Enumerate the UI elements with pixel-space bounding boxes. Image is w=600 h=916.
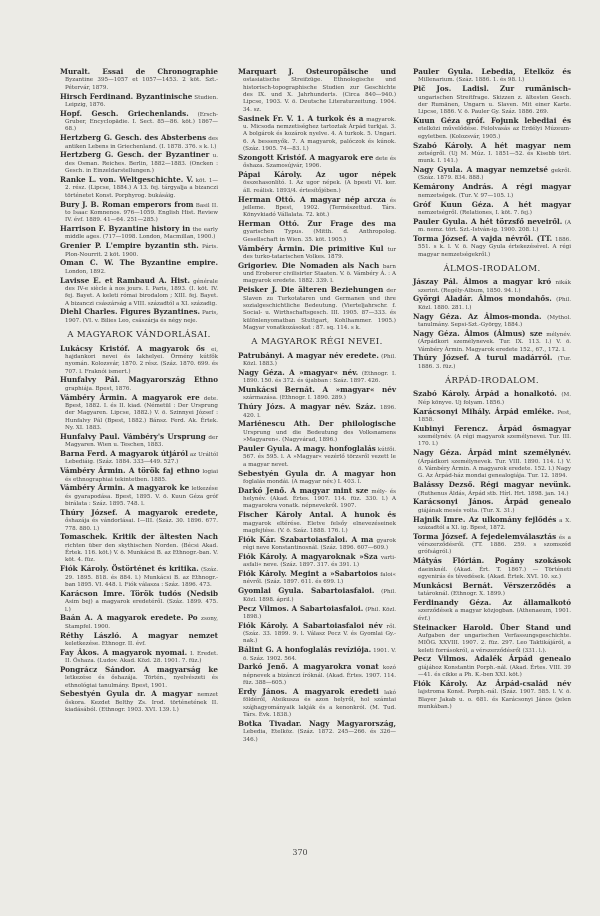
entry-details: mélynév. (Árpádkori személynevek. Tur. IX. 113. l.) V. ö. Vámbéry Ármin. Magyarok eredete 152., 67., 172. l.: [418, 331, 571, 353]
bibliography-entry: [60, 134, 218, 151]
entry-details: foglalás mondái. (A magyar név.) I. 403. l.: [243, 478, 362, 485]
section-title: A MAGYAROK VÁNDORLÁSAI.: [67, 330, 211, 341]
entry-heading: Barna Ferd. A magyarok útjáról: [60, 448, 188, 458]
bibliography-entry: [60, 259, 218, 276]
bibliography-entry: [60, 308, 218, 325]
bibliography-entry: [413, 557, 571, 581]
bibliography-entry: [413, 278, 571, 295]
entry-details: (A m. nemz. tört. Szt.-István-ig. 1900. 208. l.): [418, 219, 572, 234]
entry-details: és a vérszerződésről. (TT. 1886. 259. s szomszéd grófságról.): [418, 534, 572, 556]
bibliography-entry: [413, 183, 571, 200]
entry-heading: Darkó Jenő. A magyarokra vonat: [238, 662, 379, 672]
bibliography-entry: [60, 68, 218, 92]
bibliography-entry: [238, 511, 396, 535]
entry-heading: Kemárony András. A régi magyar: [413, 182, 571, 192]
bibliography-entry: [238, 445, 396, 469]
entry-details: nemzetségek. (Tur. V. 97—105. l.): [418, 192, 514, 199]
bibliography-entry: [60, 242, 218, 259]
bibliography-entry: [413, 142, 571, 166]
entry-heading: Fiók Károly. Östörténet és kritika.: [60, 564, 199, 574]
column-left: [60, 68, 218, 715]
entry-heading: Hirsch Ferdinand. Byzantinische: [60, 91, 193, 101]
column-right: [413, 68, 571, 712]
bibliography-entry: [238, 487, 396, 511]
entry-details: Paris, 1907. (VI. v. Bilies Leo, császárja és négy neje.: [65, 310, 218, 324]
entry-details: szerződések a magyar közjogban. (Athenaeum, 1901. évf.): [418, 608, 571, 622]
bibliography-entry: [413, 390, 571, 407]
entry-details: (Ethnogr. I. 1890. 150. és 372. és újabban : Száz. 1897. 426.: [243, 370, 396, 385]
index-page: [60, 68, 570, 880]
bibliography-entry: [238, 262, 396, 286]
entry-details: varti-asfali« neve. (Száz. 1897. 317. és 391. l.): [243, 554, 396, 569]
entry-details: richten über den skythischen Norden. (Bécsi Akad. Értek. 116. köt.) V. ö. Munkácsi B. az Ethnogr.-ban. V. köt. 4. füz.: [65, 542, 218, 564]
bibliography-entry: [413, 599, 571, 623]
entry-heading: Fiók Kár. Szabartoiasfaloi. A ma: [238, 534, 374, 544]
bibliography-entry: [238, 196, 396, 220]
entry-heading: Baán A. A magyarok eredete. Po: [60, 613, 198, 623]
entry-heading: Hopf. Gesch. Griechenlands.: [60, 108, 189, 118]
entry-heading: Fay Ákos. A magyarok nyomai.: [60, 647, 188, 657]
entry-details: (Mythol. tanulmány. Sepsi-Szt.-György, 1884.): [418, 314, 572, 328]
entry-heading: Darkó Jenő. A magyar mint sze: [238, 485, 369, 495]
entry-heading: Györgi Aladár. Álmos mondahős.: [413, 294, 552, 304]
page-number: 370: [292, 848, 308, 857]
entry-details: etelközi művelődése. Felolvasás az Erdélyi Múzeum-egyletben. (Kolozsvár, 1905.): [418, 126, 571, 140]
bibliography-entry: [60, 110, 218, 134]
entry-details: zetségről. (Uj M. Múz. I. 1851—52. és Kisebb tört. munk. I. 141.): [418, 150, 571, 165]
bibliography-entry: [238, 622, 396, 646]
entry-details: (Phil. Közl. 1898. ápril.): [243, 589, 396, 603]
entry-details: (Árpádkori személynevek. Tur. VIII. 1890. 114. l.) V. ö. Vámbéry Ármin. A magyarok eredete. 152. l.) Nagy G. Az Árpád-ház mondai genealogiája. Tur. 12. 1894.: [418, 458, 571, 480]
bibliography-entry: [238, 220, 396, 244]
entry-details: générale des IV-e siècle à nos jours. I. Paris, 1893. (I. köt. IV. fej. Bayet. A keleti római birodalom ; XIII. fej. Bayet. A bizanczi császárság a VIII. századtól a XI. századig.: [65, 278, 218, 307]
entry-details: származása. (Ethnogr. I. 1890. 289.): [243, 395, 346, 402]
entry-heading: Mariénescu Ath. Der philologische: [238, 419, 396, 429]
bibliography-entry: [413, 449, 571, 480]
entry-details: nikák szerint. (Regély-Album, 1850. 94. l.): [418, 280, 571, 294]
entry-details: gyarischen Typus. (Mitth. d. Anthropolog. Gesellschaft in Wien. 35. köt. 1905.): [243, 229, 396, 243]
entry-details: giájának mesés volta. (Tur. X. 31.): [418, 507, 515, 514]
bibliography-entry: [60, 433, 218, 450]
entry-heading: Tomaschek. Kritik der ältesten Nach: [60, 532, 218, 542]
entry-details: barn und Eroberer civilisirter Staaten. V. ö. Vámbéry Á. : A magyarok eredete. 1882. 339. l.: [243, 263, 397, 285]
entry-heading: Thúry József. A magyarok eredete,: [60, 507, 218, 517]
bibliography-entry: [413, 330, 571, 354]
bibliography-entry: [413, 516, 571, 533]
bibliography-entry: [238, 403, 396, 420]
entry-details: u. des Osman. Reiches. Berlin, 1882—1883. (Oncken : Gesch. in Einzeldarstellungen.): [65, 153, 218, 175]
entry-heading: Pongrácz Sándor. A magyarság ke: [60, 664, 218, 674]
entry-heading: Peisker J. Die älteren Beziehungen: [238, 285, 384, 295]
entry-heading: Thúry József. A turul madárról.: [413, 353, 553, 363]
entry-heading: Szabó Károly. Árpád a honalkotó.: [413, 389, 557, 399]
entry-heading: Karácsonyi Mihály. Árpád emléke.: [413, 406, 555, 416]
entry-details: daeinknél. (Akad. Ért. T. 1867.) — Történeti egyenirás és tévedések. (Akad. Értek. XVI. 10. sz.): [418, 566, 571, 580]
bibliography-entry: [413, 235, 571, 259]
bibliography-entry: [413, 655, 571, 679]
entry-details: kozó népnevek a bizánczi íróknál. (Akad. Értes. 1907. 114. füz. 388—605.): [243, 665, 396, 687]
entry-details: faloi« névről. (Száz. 1897. 611. és 699. l.): [243, 572, 397, 586]
entry-heading: Hunfalvy Pál. Magyarország Ethno: [60, 375, 218, 385]
bibliography-entry: [60, 533, 218, 564]
entry-details: (Phil. Közl. 1898.): [243, 606, 397, 620]
entry-details: nemzetségről. (Relationes, I. köt. 7. fej.): [418, 209, 532, 216]
bibliography-entry: [238, 720, 396, 744]
bibliography-entry: [413, 117, 571, 141]
entry-heading: Muralt. Essai de Chronographie: [60, 67, 218, 76]
entry-details: Lebedia, Etelköz. (Száz. 1872. 245—266. és 326—346.): [243, 729, 396, 743]
entry-heading: Erdy János. A magyarok eredeti: [238, 686, 379, 696]
bibliography-entry: [60, 93, 218, 110]
bibliography-entry: [413, 680, 571, 711]
entry-heading: Torma József. A fejedelemválasztás: [413, 531, 557, 541]
entry-details: zsony, Stampfel. 1900.: [65, 616, 218, 630]
entry-heading: Sebestyén Gyula dr. A magyar hon: [238, 468, 396, 478]
entry-heading: Pič Jos. Ladisl. Zur rumänisch-: [413, 84, 571, 94]
bibliography-entry: [238, 352, 396, 369]
bibliography-entry: [413, 85, 571, 116]
entry-details: tatároknál. (Ethnogr. X. 1899.): [418, 591, 505, 598]
entry-heading: Torma József. A vajda névről. (TT.: [413, 233, 553, 243]
entry-heading: Fischer Károly Antal. A hunok és: [238, 510, 396, 520]
bibliography-entry: [413, 295, 571, 312]
bibliography-entry: [238, 688, 396, 719]
bibliography-entry: [60, 649, 218, 666]
entry-details: összehasonlító. I. Az ugor népek. (A bpesti VI. ker. áll. reálisk. 1893/4. értesítőjében.): [243, 180, 396, 194]
entry-details: ungarischen Streitfrage. Skizzen z. ältesten Gesch. der Rumänen, Ungarn u. Slaven. Mit einer Karte. Lipcse, 1886. V. ö. Pauler Gy. Száz. 1886. 269.: [418, 94, 571, 116]
bibliography-entry: [413, 354, 571, 371]
entry-heading: Kubinyi Ferencz. Árpád ősmagyar: [413, 423, 571, 433]
entry-heading: Gyomlai Gyula. Sabartoiasfaloi.: [238, 586, 375, 596]
entry-details: mély- és helynév. (Akad. Értes. 1907. 114. füz. 330. l.) A magyarokra vonatk. népnevekről. 1907.: [243, 488, 396, 510]
bibliography-entry: [60, 666, 218, 690]
entry-details: Basil II. to Isaac Komnenos. 976—1059. English Hist. Review IV. évf. 1889. 41—64. 251—285.): [65, 202, 219, 224]
bibliography-entry: [238, 570, 396, 587]
entry-details: gyarok régi neve Konstantinosnál. (Száz. 1896. 607—609.): [243, 537, 396, 552]
entry-heading: Munkácsi Bernát. A »magyar« név: [238, 385, 396, 395]
entry-details: der Magyaren. Wien u. Teschen, 1883.: [65, 434, 218, 449]
entry-details: London, 1892.: [65, 268, 106, 275]
entry-heading: Ferdinandy Géza. Az államalkotó: [413, 597, 571, 607]
entry-details: Pest, 1858.: [418, 409, 572, 423]
entry-details: Ursprung und die Bedeutung des Volksnamens »Magyaren«. (Nagyvárad, 1896.): [243, 429, 396, 444]
entry-details: logiai és ethnographiai tekintetben. 1885.: [65, 469, 218, 483]
entry-heading: Vámbéry Ármin. A magyarok ere: [60, 392, 200, 402]
entry-heading: Patrubányi. A magyar név eredete.: [238, 350, 379, 360]
entry-details: magyarok eltérése. Eletve felsőy elnevezéseinek magfejtése. (V. ö. Száz. 1888. 176. l.): [243, 520, 396, 534]
bibliography-entry: [238, 470, 396, 487]
entry-heading: Pecz Vilmos. A Sabartoiasfaloi.: [238, 603, 364, 613]
bibliography-entry: [413, 425, 571, 449]
entry-details: magyarok. u. Micsoda nemzetiséghez tartoztak Árpád turkjai. 3. A bolgárok és kozárok nyelve. 4. A turkok. 5. Ungari. 6. A bessenyők. 7. A magyarok, palóczok és kúnok. (Száz. 1905. 74—83. l.): [243, 116, 396, 152]
entry-heading: Bálint G. A honfoglalás revíziója.: [238, 645, 372, 655]
entry-details: 1896. 420. l.: [243, 405, 397, 419]
bibliography-entry: [238, 587, 396, 604]
entry-heading: Jászay Pál. Álmos a magyar kró: [413, 277, 552, 287]
entry-heading: Pauler Gyula. A hét törzsfő neveiről.: [413, 216, 563, 226]
entry-details: Páris. Plon-Nourrit. 2 köt. 1900.: [65, 244, 219, 258]
entry-heading: Sasinek Fr. V. 1. A turkok és a: [238, 113, 364, 123]
entry-heading: Pápai Károly. Az ugor népek: [238, 169, 396, 179]
entry-heading: Szabó Károly. A hét magyar nem: [413, 140, 571, 150]
bibliography-entry: [60, 565, 218, 589]
entry-heading: Fiók Károly. Megint a »Sabartoios: [238, 569, 378, 579]
entry-details: ei, hajdankori nevei és lakhelyei. Örmény kútfők nyomán. Kolozsvár, 1870. 2 rész. (Száz. 1870. 699. és 707. l. Fraknói ismert.): [65, 346, 219, 375]
bibliography-entry: [413, 201, 571, 218]
entry-heading: Sebestyén Gyula dr. A magyar: [60, 689, 193, 699]
entry-heading: Kuun Géza gróf. Fojunk lebediai és: [413, 116, 571, 126]
entry-heading: Harrison F. Byzantine history in: [60, 224, 191, 234]
entry-details: (Ruthenus Áldás, Árpád stb. Hírl. Hrt. 1898. jan. 14.): [418, 490, 569, 497]
bibliography-entry: [238, 154, 396, 171]
entry-details: köt. 1—2. rész. (Lipcse, 1884.) A 13. fej. tárgyalja a bizanczi történetet Konst. Porphyrog. bukásáig.: [65, 177, 218, 199]
entry-heading: Nagy Géza. Az Álmos-monda.: [413, 311, 542, 321]
bibliography-entry: [60, 467, 218, 484]
bibliography-entry: [60, 277, 218, 308]
bibliography-entry: [413, 582, 571, 599]
entry-details: (Tur. 1886. 3. füz.): [418, 356, 572, 370]
entry-heading: Karácson Imre. Török tudós (Nedsib: [60, 588, 218, 598]
bibliography-entry: [238, 646, 396, 663]
entry-details: (M. Nép könyve. Uj folyam. 1856.): [418, 392, 572, 406]
entry-heading: Karácsonyi János. Árpád genealo: [413, 497, 571, 507]
bibliography-entry: [238, 115, 396, 154]
bibliography-entry: [60, 509, 218, 533]
bibliography-entry: [413, 533, 571, 557]
entry-details: 1886. 551. s k. l. V. ö. Nagy Gyula értekezésével. A régi magyar nemzetségekről.): [418, 236, 571, 258]
bibliography-entry: [238, 553, 396, 570]
bibliography-entry: [60, 690, 218, 714]
entry-heading: Bury J. B. Roman emperors from: [60, 199, 194, 209]
entry-details: az Uráltól Lebediáig. (Száz. 1884. 333—449. 527.): [65, 451, 218, 466]
entry-details: Asim bej) a magyarok eredetéről. (Száz. 1899. 475. l.): [65, 599, 218, 613]
entry-heading: Steinacker Harold. Über Stand und: [413, 622, 571, 632]
entry-heading: Oman C. W. The Byzantine empire.: [60, 258, 218, 268]
entry-heading: Gróf Kuun Géza. A hét magyar: [413, 199, 571, 209]
bibliography-entry: [238, 605, 396, 622]
entry-details: és jelleme. Bpest, 1902. (Természettud. Társ. Könyvkiadó Vállalata. 72. köt.): [243, 197, 396, 219]
bibliography-entry: [238, 536, 396, 553]
bibliography-entry: [238, 68, 396, 114]
bibliography-entry: [60, 176, 218, 200]
entry-details: (Phil. Közl. 1880. 281. l.): [418, 297, 571, 311]
bibliography-entry: [413, 624, 571, 655]
entry-heading: Botka Tivadar. Nagy Magyarország,: [238, 718, 396, 728]
bibliography-entry: [238, 369, 396, 386]
bibliography-entry: [60, 590, 218, 614]
bibliography-entry: [238, 663, 396, 687]
entry-details: (Phil. Közl. 1883.): [243, 353, 396, 368]
entry-details: letkezése és gyarapodása. Bpest, 1895. V. ö. Kuun Géza gróf birálata : Száz. 1895. 748. l.: [65, 486, 218, 508]
bibliography-entry: [60, 614, 218, 631]
entry-heading: Herman Ottó. A magyar nép arcza: [238, 194, 386, 204]
entry-heading: Lavisse E. et Rambaud A. Hist.: [60, 275, 190, 285]
entry-details: gekről. (Száz. 1879. 834. 888.): [418, 168, 572, 182]
entry-details: lakó földéről, Ateikusza és azon helyről, hol számtai szájhagyományaik lakják és a kenonkról. (M. Tud. Társ. Évk. 1838.): [243, 689, 396, 718]
entry-details: ről. (Száz. 33. 1899. 9. l. Válasz Pecz V. és Gyomlai Gy.-nak.): [243, 623, 397, 645]
entry-heading: Nagy Géza. Álmos (Álmus) sze: [413, 328, 543, 338]
bibliography-entry: [413, 481, 571, 498]
bibliography-entry: [60, 450, 218, 467]
bibliography-entry: [60, 376, 218, 393]
entry-details: Aufgaben der ungarischen Verfassungsgeschichte. MIÖG. XXVIII. 1907. 2. füz. 297. Leo Taktikájáról, a keleti forrásokról, a vérszerződésről (331. l.).: [418, 632, 571, 654]
entry-heading: Pauler Gyula. Lebedia, Etelköz és: [413, 67, 571, 76]
entry-details: kútfői. 567. és 595. l. A »Magyar« vezérlő törzsről vezett le a magyar nevet.: [243, 446, 397, 468]
bibliography-entry: [238, 386, 396, 403]
entry-heading: Diehl Charles. Figures Byzantines.: [60, 307, 201, 317]
entry-details: giájához Konstantin Porph.-nál. (Akad. Értes. VIII. 39—41. és cikke a Ph. K.-ben XXI. köt.): [418, 664, 571, 679]
entry-heading: Grigoriev. Die Nomaden als Nach: [238, 260, 380, 270]
entry-heading: Munkácsi Bernát. Vérszerződés a: [413, 580, 571, 590]
entry-heading: Lukácsy Kristóf. A magyarok ős: [60, 343, 205, 353]
entry-heading: Fiók Károly. A Sabartoiasfaloi név: [238, 620, 383, 630]
bibliography-entry: [413, 166, 571, 183]
entry-heading: Vámbéry Ármin. Die primitive Kul: [238, 243, 384, 253]
entry-heading: Fiók Károly. A magyaroknak »Sza: [238, 551, 378, 561]
bibliography-entry: [60, 345, 218, 376]
section-title: ÁRPÁD-IRODALOM.: [444, 376, 540, 387]
entry-heading: Nagy Gyula. A magyar nemzetsé: [413, 165, 548, 175]
entry-details: ostasiatische Streifzüge. Ethnologische und historisch-topographische Studien zur Geschichte des IX. und X. Jahrhunderts. (Circa 840—940.) Lipcse, 1903. V. ö. Deutsche Literaturzeitung. 1904. 34. sz.: [243, 77, 396, 113]
entry-heading: Hertzberg G. Gesch. der Byzantiner: [60, 150, 210, 160]
entry-heading: Nagy Géza. Árpád mint személynév.: [413, 448, 571, 458]
entry-heading: Réthy László. A magyar nemzet: [60, 630, 218, 640]
bibliography-entry: [60, 201, 218, 225]
entry-details: der Slaven zu Turkotataren und Germanen und ihre sozialgeschichtliche Bedeutung. (Vierteljahrschr. f. Social- u. Wirthschaftsgesch. III. 1905. 87—333. és különlenyomatban Stuttgart, Kohlhammer. 1905.) Magyar vonatkozásokat : 87. sq. 114. s k.: [243, 288, 396, 331]
entry-details: Byzantine 395—1057 et 1057—1453. 2 köt. Szt.-Pétervár, 1879.: [65, 77, 218, 91]
bibliography-entry: [238, 245, 396, 262]
entry-details: dete és őshaza. Szamosújvár, 1906.: [243, 155, 396, 170]
bibliography-entry: [413, 498, 571, 515]
section-title: ÁLMOS-IRODALOM.: [443, 263, 541, 274]
entry-heading: Thúry Józs. A magyar név. Száz.: [238, 402, 376, 412]
entry-details: des antiken Lebens in Griechenland. (I. 1878. 376. s k. l.): [65, 136, 219, 150]
bibliography-entry: [413, 408, 571, 425]
entry-details: Millenarium. (Száz. 1886. 1. és 98. l.): [418, 77, 525, 84]
bibliography-entry: [238, 171, 396, 195]
entry-heading: Vámbéry Ármin. A török faj ethno: [60, 466, 200, 476]
bibliography-entry: [238, 286, 396, 332]
entry-heading: Vámbéry Ármin. A magyarok ke: [60, 483, 190, 493]
bibliography-entry: [413, 68, 571, 85]
bibliography-entry: [60, 151, 218, 175]
bibliography-entry: [413, 218, 571, 235]
bibliography-entry: [238, 420, 396, 444]
entry-details: dete. Bpest, 1882. I. és II. kiad. (Németül : Der Ursprung der Magyaren. Lipcse, 1882.) V. ö. Szinnyei József : Hunfalvy Pál (Bpest, 1882.) Bánsz. Ferd. Ak. Értek. Ny. XI. 1883.: [65, 395, 218, 431]
entry-heading: Nagy Géza. A »magyar« név.: [238, 367, 359, 377]
entry-details: őshazája és vándorlásai. I—III. (Száz. 30. 1896. 677. 778. 880. l.): [65, 518, 218, 532]
entry-details: (Ersch-Gruber, Encyclopädie. I. Sect. 85—86. köt.) 1867—68.): [65, 111, 218, 133]
entry-heading: Pecz Vilmos. Adalék Árpád genealo: [413, 654, 571, 664]
entry-details: I. Eredet. II. Őshaza. (Ludov. Akad. Közl. 28. 1901. 7. füz.): [65, 650, 218, 665]
entry-heading: Hertzberg G. Gesch. des Absterbens: [60, 133, 207, 143]
entry-details: letkezése és őshazája. Történ., nyelvészeti és ethnológiai tanulmány. Bpest, 1901.: [65, 675, 218, 689]
entry-details: (Száz. 29. 1895. 818. és 884. l.) Munkácsi B. az Ethnogr.-ban 1895. VI. 448. l. Fiók válasza : Száz. 1896. 473.: [65, 567, 219, 588]
entry-heading: Hajnik Imre. Az ulkomány fejlődés: [413, 514, 557, 524]
column-middle: [238, 68, 396, 744]
entry-heading: Grenier P. L'empire byzantin sth.: [60, 241, 199, 251]
section-title: A MAGYAROK RÉGI NEVEI.: [251, 337, 383, 348]
entry-heading: Fiók Károly. Az Árpád-család név: [413, 678, 571, 688]
entry-details: the early middle ages. (717—1098. London, Macmillan, 1900.): [65, 227, 219, 241]
entry-heading: Herman Ottó. Zur Frage des ma: [238, 219, 396, 229]
entry-details: lajstroma Konst. Porph.-nál. (Száz. 1907. 585. l. V. ö. Blayer Jakab u. o. 681. és Karácsonyi János (jelen munkában.): [418, 689, 571, 710]
bibliography-entry: [60, 632, 218, 649]
entry-heading: Marquart J. Osteuropäische und: [238, 67, 396, 76]
bibliography-entry: [60, 225, 218, 242]
entry-details: Studien. Leipzig, 1876.: [65, 94, 218, 108]
entry-heading: Szongott Kristóf. A magyarok ere: [238, 152, 374, 162]
bibliography-entry: [413, 313, 571, 330]
entry-heading: Ranke L. von. Weltgeschichte. V.: [60, 174, 194, 184]
entry-details: 1901. V. ö. Száz. 1902. 564.: [243, 648, 396, 662]
entry-details: keletkezése. Ethnogr. II. évf.: [65, 640, 146, 647]
bibliography-entry: [60, 394, 218, 433]
entry-heading: Pauler Gyula. A magy. honfoglalás: [238, 443, 376, 453]
entry-details: nemzet őskora. Kezdet Belthy Zs. Irod. történetének II. kiadásából. (Ethnogr. 1903. XVI. 139. l.): [65, 692, 218, 714]
entry-heading: Hunfalvy Paul. Vámbéry's Ursprung: [60, 431, 206, 441]
entry-details: a X. századtól a XI. ig. Bpest, 1872.: [418, 517, 572, 531]
entry-heading: Mátyás Flórián. Pogány szokások: [413, 556, 571, 566]
entry-heading: Balássy Dezső. Régi magyar nevünk.: [413, 480, 571, 490]
entry-details: személynév. (A régi magyarok személynevei. Tur. III. 170. l.): [418, 434, 571, 448]
entry-details: graphiája. Bpest, 1876.: [65, 385, 132, 392]
entry-details: tur des turko-tatarischen Volkes. 1879.: [243, 246, 396, 260]
bibliography-entry: [60, 484, 218, 508]
